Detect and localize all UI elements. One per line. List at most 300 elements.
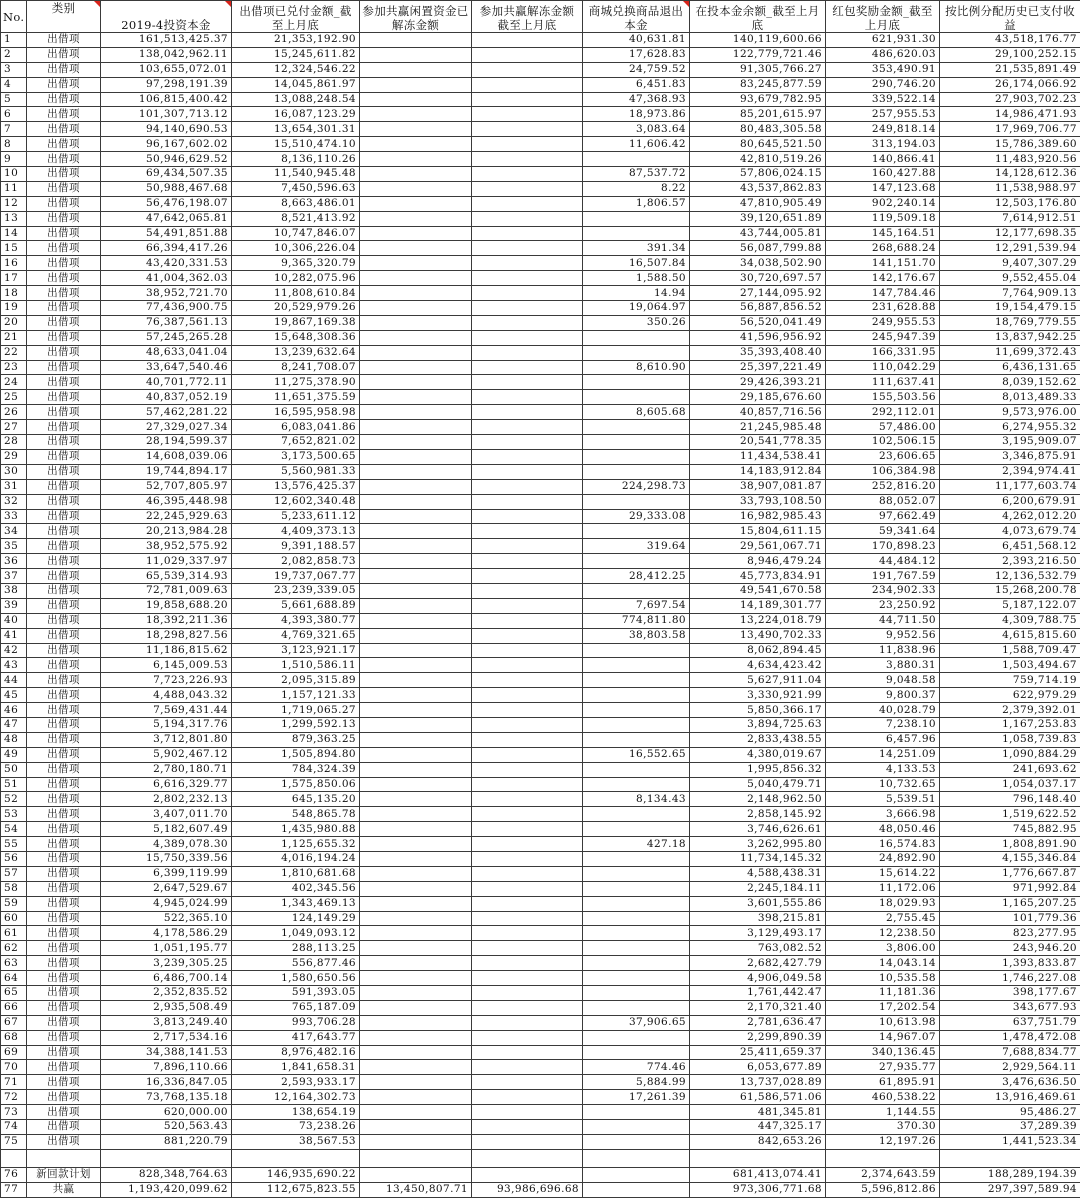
- cell-row-number[interactable]: 70: [1, 1060, 27, 1075]
- cell-red-packet[interactable]: 88,052.07: [826, 494, 940, 509]
- cell-row-number[interactable]: 34: [1, 524, 27, 539]
- cell-unfrozen-amount[interactable]: [472, 464, 583, 479]
- cell-red-packet[interactable]: 119,509.18: [826, 211, 940, 226]
- cell-mall-exchange[interactable]: 1,806.57: [583, 196, 690, 211]
- cell-paid-returns[interactable]: 12,291,539.94: [940, 241, 1080, 256]
- cell-row-number[interactable]: 43: [1, 658, 27, 673]
- cell-paid-returns[interactable]: 3,195,909.07: [940, 435, 1080, 450]
- cell-mall-exchange[interactable]: [583, 896, 690, 911]
- cell-paid-returns[interactable]: 7,614,912.51: [940, 211, 1080, 226]
- cell-red-packet[interactable]: 40,028.79: [826, 703, 940, 718]
- cell-paid-returns[interactable]: 971,992.84: [940, 881, 1080, 896]
- cell-idle-funds-unfrozen[interactable]: [360, 256, 472, 271]
- cell-row-number[interactable]: 12: [1, 196, 27, 211]
- cell-row-number[interactable]: 30: [1, 464, 27, 479]
- cell-red-packet[interactable]: 234,902.33: [826, 583, 940, 598]
- cell-red-packet[interactable]: 16,574.83: [826, 837, 940, 852]
- cell-investment-principal[interactable]: 54,491,851.88: [101, 226, 232, 241]
- cell-mall-exchange[interactable]: [583, 494, 690, 509]
- cell-mall-exchange[interactable]: 19,064.97: [583, 301, 690, 316]
- cell-investment-principal[interactable]: 3,712,801.80: [101, 732, 232, 747]
- cell-unfrozen-amount[interactable]: [472, 479, 583, 494]
- cell-paid-returns[interactable]: 243,946.20: [940, 941, 1080, 956]
- cell-paid-returns[interactable]: 101,779.36: [940, 911, 1080, 926]
- cell-investment-principal[interactable]: 50,988,467.68: [101, 181, 232, 196]
- cell-idle-funds-unfrozen[interactable]: [360, 926, 472, 941]
- cell-paid-returns[interactable]: 9,407,307.29: [940, 256, 1080, 271]
- cell-principal-balance[interactable]: 91,305,766.27: [690, 62, 826, 77]
- cell-paid-returns[interactable]: 26,174,066.92: [940, 77, 1080, 92]
- cell-unfrozen-amount[interactable]: [472, 688, 583, 703]
- cell-row-number[interactable]: 67: [1, 1015, 27, 1030]
- cell-idle-funds-unfrozen[interactable]: [360, 181, 472, 196]
- cell-principal-balance[interactable]: 398,215.81: [690, 911, 826, 926]
- cell-principal-balance[interactable]: 83,245,877.59: [690, 77, 826, 92]
- cell-principal-balance[interactable]: 80,645,521.50: [690, 137, 826, 152]
- cell-paid-returns[interactable]: 622,979.29: [940, 688, 1080, 703]
- cell-idle-funds-unfrozen[interactable]: [360, 1075, 472, 1090]
- cell-investment-principal[interactable]: 106,815,400.42: [101, 92, 232, 107]
- cell-paid-returns[interactable]: 745,882.95: [940, 822, 1080, 837]
- cell-category[interactable]: 出借项: [27, 598, 101, 613]
- cell-unfrozen-amount[interactable]: [472, 92, 583, 107]
- cell-investment-principal[interactable]: 40,837,052.19: [101, 390, 232, 405]
- cell-unfrozen-amount[interactable]: [472, 628, 583, 643]
- cell-red-packet[interactable]: 27,935.77: [826, 1060, 940, 1075]
- cell-paid-returns[interactable]: 1,090,884.29: [940, 747, 1080, 762]
- cell-mall-exchange[interactable]: [583, 330, 690, 345]
- cell-unfrozen-amount[interactable]: [472, 896, 583, 911]
- cell-investment-principal[interactable]: 14,608,039.06: [101, 449, 232, 464]
- cell-unfrozen-amount[interactable]: [472, 703, 583, 718]
- cell-red-packet[interactable]: 15,614.22: [826, 866, 940, 881]
- cell-category[interactable]: 出借项: [27, 420, 101, 435]
- cell-lending-paid[interactable]: 10,747,846.07: [232, 226, 360, 241]
- cell-paid-returns[interactable]: 14,128,612.36: [940, 167, 1080, 182]
- cell-principal-balance[interactable]: 61,586,571.06: [690, 1090, 826, 1105]
- cell-row-number[interactable]: 21: [1, 330, 27, 345]
- cell-row-number[interactable]: 65: [1, 986, 27, 1001]
- cell-investment-principal[interactable]: 5,902,467.12: [101, 747, 232, 762]
- cell-category[interactable]: 出借项: [27, 628, 101, 643]
- cell-idle-funds-unfrozen[interactable]: [360, 688, 472, 703]
- cell-category[interactable]: 出借项: [27, 583, 101, 598]
- cell-red-packet[interactable]: 4,133.53: [826, 762, 940, 777]
- cell-idle-funds-unfrozen[interactable]: [360, 405, 472, 420]
- cell-row-number[interactable]: 72: [1, 1090, 27, 1105]
- cell-principal-balance[interactable]: 4,380,019.67: [690, 747, 826, 762]
- cell-unfrozen-amount[interactable]: [472, 837, 583, 852]
- cell-lending-paid[interactable]: 14,045,861.97: [232, 77, 360, 92]
- cell-principal-balance[interactable]: 8,946,479.24: [690, 554, 826, 569]
- cell-category[interactable]: 出借项: [27, 762, 101, 777]
- cell-lending-paid[interactable]: 16,595,958.98: [232, 405, 360, 420]
- cell-idle-funds-unfrozen[interactable]: [360, 196, 472, 211]
- cell-mall-exchange[interactable]: [583, 807, 690, 822]
- cell-mall-exchange[interactable]: [583, 152, 690, 167]
- header-no[interactable]: No.: [1, 1, 27, 33]
- cell-principal-balance[interactable]: 34,038,502.90: [690, 256, 826, 271]
- cell-category[interactable]: 出借项: [27, 167, 101, 182]
- cell-category[interactable]: 出借项: [27, 971, 101, 986]
- cell-lending-paid[interactable]: 1,580,650.56: [232, 971, 360, 986]
- cell-paid-returns[interactable]: 398,177.67: [940, 986, 1080, 1001]
- cell-row-number[interactable]: 29: [1, 449, 27, 464]
- cell-idle-funds-unfrozen[interactable]: [360, 315, 472, 330]
- cell-category[interactable]: 出借项: [27, 330, 101, 345]
- empty-cell[interactable]: [27, 1149, 101, 1167]
- cell-principal-balance[interactable]: 15,804,611.15: [690, 524, 826, 539]
- cell-red-packet[interactable]: 7,238.10: [826, 717, 940, 732]
- cell-row-number[interactable]: 69: [1, 1045, 27, 1060]
- cell-principal-balance[interactable]: 39,120,651.89: [690, 211, 826, 226]
- cell-row-number[interactable]: 53: [1, 807, 27, 822]
- cell-red-packet[interactable]: 2,755.45: [826, 911, 940, 926]
- empty-cell[interactable]: [101, 1149, 232, 1167]
- cell-idle-funds-unfrozen[interactable]: [360, 896, 472, 911]
- cell-lending-paid[interactable]: 13,654,301.31: [232, 122, 360, 137]
- cell-unfrozen-amount[interactable]: [472, 301, 583, 316]
- cell-unfrozen-amount[interactable]: [472, 1120, 583, 1135]
- cell-idle-funds-unfrozen[interactable]: [360, 449, 472, 464]
- cell-category[interactable]: 出借项: [27, 464, 101, 479]
- cell-paid-returns[interactable]: 343,677.93: [940, 1000, 1080, 1015]
- cell-unfrozen-amount[interactable]: [472, 449, 583, 464]
- cell-mall-exchange[interactable]: 8,134.43: [583, 792, 690, 807]
- cell-unfrozen-amount[interactable]: [472, 732, 583, 747]
- header-mall-exchange[interactable]: 商城兑换商品退出本金: [583, 1, 690, 33]
- cell-mall-exchange[interactable]: [583, 866, 690, 881]
- cell-principal-balance[interactable]: 481,345.81: [690, 1105, 826, 1120]
- empty-cell[interactable]: [690, 1149, 826, 1167]
- cell-unfrozen-amount[interactable]: [472, 420, 583, 435]
- cell-category[interactable]: 出借项: [27, 673, 101, 688]
- cell-red-packet[interactable]: 14,251.09: [826, 747, 940, 762]
- cell-unfrozen-amount[interactable]: [472, 390, 583, 405]
- cell-paid-returns[interactable]: 4,615,815.60: [940, 628, 1080, 643]
- cell-investment-principal[interactable]: 72,781,009.63: [101, 583, 232, 598]
- cell-red-packet[interactable]: 142,176.67: [826, 271, 940, 286]
- cell-red-packet[interactable]: 6,457.96: [826, 732, 940, 747]
- cell-mall-exchange[interactable]: 29,333.08: [583, 509, 690, 524]
- cell-principal-balance[interactable]: 1,995,856.32: [690, 762, 826, 777]
- cell-unfrozen-amount[interactable]: [472, 360, 583, 375]
- cell-red-packet[interactable]: 14,967.07: [826, 1030, 940, 1045]
- cell-investment-principal[interactable]: 56,476,198.07: [101, 196, 232, 211]
- cell-principal-balance[interactable]: 25,397,221.49: [690, 360, 826, 375]
- cell-principal-balance[interactable]: 42,810,519.26: [690, 152, 826, 167]
- cell-unfrozen-amount[interactable]: [472, 211, 583, 226]
- cell-lending-paid[interactable]: 7,652,821.02: [232, 435, 360, 450]
- cell-investment-principal[interactable]: 881,220.79: [101, 1134, 232, 1149]
- cell-idle-funds-unfrozen[interactable]: [360, 479, 472, 494]
- cell-paid-returns[interactable]: 8,039,152.62: [940, 375, 1080, 390]
- cell-investment-principal[interactable]: 2,352,835.52: [101, 986, 232, 1001]
- cell-investment-principal[interactable]: 22,245,929.63: [101, 509, 232, 524]
- cell-mall-exchange[interactable]: [583, 1030, 690, 1045]
- cell-red-packet[interactable]: 3,880.31: [826, 658, 940, 673]
- cell-lending-paid[interactable]: 1,841,658.31: [232, 1060, 360, 1075]
- cell-mall-exchange[interactable]: [583, 435, 690, 450]
- cell-mall-exchange[interactable]: 16,507.84: [583, 256, 690, 271]
- cell-mall-exchange[interactable]: 224,298.73: [583, 479, 690, 494]
- cell-paid-returns[interactable]: 19,154,479.15: [940, 301, 1080, 316]
- cell-unfrozen-amount[interactable]: [472, 1105, 583, 1120]
- cell-principal-balance[interactable]: 2,148,962.50: [690, 792, 826, 807]
- cell-idle-funds-unfrozen[interactable]: [360, 241, 472, 256]
- cell-red-packet[interactable]: 3,806.00: [826, 941, 940, 956]
- cell-investment-principal[interactable]: 6,399,119.99: [101, 866, 232, 881]
- cell-unfrozen-amount[interactable]: [472, 911, 583, 926]
- cell-row-number[interactable]: 63: [1, 956, 27, 971]
- cell-lending-paid[interactable]: 15,245,611.82: [232, 47, 360, 62]
- cell-category[interactable]: 出借项: [27, 1015, 101, 1030]
- cell-unfrozen-amount[interactable]: [472, 271, 583, 286]
- cell-unfrozen-amount[interactable]: [472, 569, 583, 584]
- cell-idle-funds-unfrozen[interactable]: [360, 911, 472, 926]
- cell-investment-principal[interactable]: 47,642,065.81: [101, 211, 232, 226]
- empty-cell[interactable]: [583, 1149, 690, 1167]
- cell-mall-exchange[interactable]: [583, 1120, 690, 1135]
- cell-red-packet[interactable]: 141,151.70: [826, 256, 940, 271]
- cell-category[interactable]: 出借项: [27, 926, 101, 941]
- cell-idle-funds-unfrozen[interactable]: [360, 47, 472, 62]
- cell-red-packet[interactable]: 2,374,643.59: [826, 1167, 940, 1182]
- cell-paid-returns[interactable]: 4,309,788.75: [940, 613, 1080, 628]
- cell-category[interactable]: 出借项: [27, 1105, 101, 1120]
- cell-row-number[interactable]: 11: [1, 181, 27, 196]
- cell-red-packet[interactable]: 97,662.49: [826, 509, 940, 524]
- cell-row-number[interactable]: 22: [1, 345, 27, 360]
- cell-principal-balance[interactable]: 11,434,538.41: [690, 449, 826, 464]
- cell-investment-principal[interactable]: 520,563.43: [101, 1120, 232, 1135]
- cell-unfrozen-amount[interactable]: [472, 717, 583, 732]
- cell-unfrozen-amount[interactable]: [472, 494, 583, 509]
- cell-row-number[interactable]: 73: [1, 1105, 27, 1120]
- cell-row-number[interactable]: 41: [1, 628, 27, 643]
- cell-red-packet[interactable]: 370.30: [826, 1120, 940, 1135]
- cell-mall-exchange[interactable]: [583, 1000, 690, 1015]
- cell-mall-exchange[interactable]: [583, 851, 690, 866]
- cell-category[interactable]: 出借项: [27, 360, 101, 375]
- cell-category[interactable]: 出借项: [27, 271, 101, 286]
- cell-mall-exchange[interactable]: [583, 449, 690, 464]
- cell-investment-principal[interactable]: 94,140,690.53: [101, 122, 232, 137]
- cell-investment-principal[interactable]: 4,389,078.30: [101, 837, 232, 852]
- cell-lending-paid[interactable]: 1,049,093.12: [232, 926, 360, 941]
- cell-investment-principal[interactable]: 2,802,232.13: [101, 792, 232, 807]
- cell-idle-funds-unfrozen[interactable]: [360, 92, 472, 107]
- cell-unfrozen-amount[interactable]: [472, 330, 583, 345]
- cell-principal-balance[interactable]: 45,773,834.91: [690, 569, 826, 584]
- cell-mall-exchange[interactable]: [583, 956, 690, 971]
- cell-red-packet[interactable]: 145,164.51: [826, 226, 940, 241]
- cell-principal-balance[interactable]: 681,413,074.41: [690, 1167, 826, 1182]
- cell-lending-paid[interactable]: 556,877.46: [232, 956, 360, 971]
- cell-lending-paid[interactable]: 9,365,320.79: [232, 256, 360, 271]
- cell-row-number[interactable]: 17: [1, 271, 27, 286]
- cell-investment-principal[interactable]: 76,387,561.13: [101, 315, 232, 330]
- empty-cell[interactable]: [360, 1149, 472, 1167]
- cell-row-number[interactable]: 3: [1, 62, 27, 77]
- cell-idle-funds-unfrozen[interactable]: [360, 956, 472, 971]
- cell-category[interactable]: 出借项: [27, 1045, 101, 1060]
- cell-row-number[interactable]: 49: [1, 747, 27, 762]
- cell-category[interactable]: 出借项: [27, 211, 101, 226]
- cell-lending-paid[interactable]: 879,363.25: [232, 732, 360, 747]
- empty-cell[interactable]: [940, 1149, 1080, 1167]
- cell-lending-paid[interactable]: 784,324.39: [232, 762, 360, 777]
- cell-idle-funds-unfrozen[interactable]: [360, 569, 472, 584]
- cell-idle-funds-unfrozen[interactable]: [360, 360, 472, 375]
- cell-investment-principal[interactable]: 7,723,226.93: [101, 673, 232, 688]
- cell-unfrozen-amount[interactable]: [472, 583, 583, 598]
- cell-red-packet[interactable]: 460,538.22: [826, 1090, 940, 1105]
- cell-principal-balance[interactable]: 29,561,067.71: [690, 539, 826, 554]
- cell-paid-returns[interactable]: 6,200,679.91: [940, 494, 1080, 509]
- cell-lending-paid[interactable]: 16,087,123.29: [232, 107, 360, 122]
- cell-investment-principal[interactable]: 96,167,602.02: [101, 137, 232, 152]
- cell-category[interactable]: 出借项: [27, 837, 101, 852]
- cell-red-packet[interactable]: 339,522.14: [826, 92, 940, 107]
- cell-principal-balance[interactable]: 2,833,438.55: [690, 732, 826, 747]
- cell-paid-returns[interactable]: 14,986,471.93: [940, 107, 1080, 122]
- cell-row-number[interactable]: 35: [1, 539, 27, 554]
- cell-investment-principal[interactable]: 48,633,041.04: [101, 345, 232, 360]
- cell-red-packet[interactable]: 111,637.41: [826, 375, 940, 390]
- cell-idle-funds-unfrozen[interactable]: [360, 137, 472, 152]
- cell-unfrozen-amount[interactable]: [472, 1015, 583, 1030]
- cell-paid-returns[interactable]: 95,486.27: [940, 1105, 1080, 1120]
- cell-idle-funds-unfrozen[interactable]: [360, 598, 472, 613]
- cell-lending-paid[interactable]: 11,275,378.90: [232, 375, 360, 390]
- cell-row-number[interactable]: 18: [1, 286, 27, 301]
- cell-category[interactable]: 出借项: [27, 315, 101, 330]
- cell-lending-paid[interactable]: 402,345.56: [232, 881, 360, 896]
- cell-unfrozen-amount[interactable]: [472, 405, 583, 420]
- cell-principal-balance[interactable]: 4,906,049.58: [690, 971, 826, 986]
- cell-idle-funds-unfrozen[interactable]: [360, 330, 472, 345]
- cell-investment-principal[interactable]: 828,348,764.63: [101, 1167, 232, 1182]
- cell-idle-funds-unfrozen[interactable]: [360, 1030, 472, 1045]
- cell-unfrozen-amount[interactable]: [472, 181, 583, 196]
- cell-investment-principal[interactable]: 19,858,688.20: [101, 598, 232, 613]
- cell-lending-paid[interactable]: 1,299,592.13: [232, 717, 360, 732]
- cell-investment-principal[interactable]: 43,420,331.53: [101, 256, 232, 271]
- cell-category[interactable]: 出借项: [27, 941, 101, 956]
- cell-unfrozen-amount[interactable]: [472, 613, 583, 628]
- cell-unfrozen-amount[interactable]: [472, 167, 583, 182]
- cell-red-packet[interactable]: 160,427.88: [826, 167, 940, 182]
- cell-idle-funds-unfrozen[interactable]: [360, 658, 472, 673]
- cell-principal-balance[interactable]: 57,806,024.15: [690, 167, 826, 182]
- cell-category[interactable]: 出借项: [27, 137, 101, 152]
- header-principal-balance[interactable]: 在投本金余额_截至上月底: [690, 1, 826, 33]
- cell-red-packet[interactable]: 313,194.03: [826, 137, 940, 152]
- cell-idle-funds-unfrozen[interactable]: [360, 971, 472, 986]
- cell-principal-balance[interactable]: 85,201,615.97: [690, 107, 826, 122]
- cell-paid-returns[interactable]: 1,058,739.83: [940, 732, 1080, 747]
- cell-investment-principal[interactable]: 11,029,337.97: [101, 554, 232, 569]
- cell-red-packet[interactable]: 61,895.91: [826, 1075, 940, 1090]
- cell-row-number[interactable]: 32: [1, 494, 27, 509]
- cell-red-packet[interactable]: 23,250.92: [826, 598, 940, 613]
- cell-row-number[interactable]: 56: [1, 851, 27, 866]
- cell-unfrozen-amount[interactable]: [472, 1134, 583, 1149]
- cell-category[interactable]: 出借项: [27, 181, 101, 196]
- cell-red-packet[interactable]: 621,931.30: [826, 33, 940, 48]
- cell-mall-exchange[interactable]: 11,606.42: [583, 137, 690, 152]
- cell-mall-exchange[interactable]: [583, 703, 690, 718]
- cell-row-number[interactable]: 5: [1, 92, 27, 107]
- cell-unfrozen-amount[interactable]: [472, 315, 583, 330]
- cell-idle-funds-unfrozen[interactable]: [360, 77, 472, 92]
- cell-principal-balance[interactable]: 763,082.52: [690, 941, 826, 956]
- cell-lending-paid[interactable]: 11,651,375.59: [232, 390, 360, 405]
- cell-red-packet[interactable]: 486,620.03: [826, 47, 940, 62]
- cell-row-number[interactable]: 51: [1, 777, 27, 792]
- cell-category[interactable]: 出借项: [27, 390, 101, 405]
- cell-unfrozen-amount[interactable]: [472, 196, 583, 211]
- cell-mall-exchange[interactable]: [583, 777, 690, 792]
- cell-red-packet[interactable]: 166,331.95: [826, 345, 940, 360]
- cell-unfrozen-amount[interactable]: [472, 47, 583, 62]
- cell-lending-paid[interactable]: 1,510,586.11: [232, 658, 360, 673]
- cell-mall-exchange[interactable]: 391.34: [583, 241, 690, 256]
- cell-red-packet[interactable]: 102,506.15: [826, 435, 940, 450]
- cell-principal-balance[interactable]: 56,887,856.52: [690, 301, 826, 316]
- cell-lending-paid[interactable]: 765,187.09: [232, 1000, 360, 1015]
- cell-idle-funds-unfrozen[interactable]: [360, 613, 472, 628]
- cell-category[interactable]: 出借项: [27, 524, 101, 539]
- cell-lending-paid[interactable]: 1,505,894.80: [232, 747, 360, 762]
- cell-paid-returns[interactable]: 2,379,392.01: [940, 703, 1080, 718]
- cell-idle-funds-unfrozen[interactable]: [360, 941, 472, 956]
- cell-investment-principal[interactable]: 103,655,072.01: [101, 62, 232, 77]
- cell-principal-balance[interactable]: 33,793,108.50: [690, 494, 826, 509]
- cell-principal-balance[interactable]: 6,053,677.89: [690, 1060, 826, 1075]
- cell-red-packet[interactable]: 11,181.36: [826, 986, 940, 1001]
- cell-row-number[interactable]: 25: [1, 390, 27, 405]
- cell-row-number[interactable]: 1: [1, 33, 27, 48]
- cell-lending-paid[interactable]: 13,088,248.54: [232, 92, 360, 107]
- cell-investment-principal[interactable]: 34,388,141.53: [101, 1045, 232, 1060]
- cell-principal-balance[interactable]: 21,245,985.48: [690, 420, 826, 435]
- cell-category[interactable]: 出借项: [27, 643, 101, 658]
- cell-mall-exchange[interactable]: 3,083.64: [583, 122, 690, 137]
- cell-principal-balance[interactable]: 13,737,028.89: [690, 1075, 826, 1090]
- cell-idle-funds-unfrozen[interactable]: [360, 167, 472, 182]
- cell-paid-returns[interactable]: 7,688,834.77: [940, 1045, 1080, 1060]
- cell-paid-returns[interactable]: 637,751.79: [940, 1015, 1080, 1030]
- cell-idle-funds-unfrozen[interactable]: [360, 583, 472, 598]
- cell-category[interactable]: 出借项: [27, 807, 101, 822]
- cell-category[interactable]: 出借项: [27, 613, 101, 628]
- cell-lending-paid[interactable]: 3,173,500.65: [232, 449, 360, 464]
- cell-mall-exchange[interactable]: 24,759.52: [583, 62, 690, 77]
- cell-idle-funds-unfrozen[interactable]: [360, 390, 472, 405]
- cell-paid-returns[interactable]: 12,177,698.35: [940, 226, 1080, 241]
- cell-paid-returns[interactable]: 13,916,469.61: [940, 1090, 1080, 1105]
- cell-principal-balance[interactable]: 93,679,782.95: [690, 92, 826, 107]
- cell-paid-returns[interactable]: 1,808,891.90: [940, 837, 1080, 852]
- cell-red-packet[interactable]: 292,112.01: [826, 405, 940, 420]
- cell-principal-balance[interactable]: 122,779,721.46: [690, 47, 826, 62]
- cell-unfrozen-amount[interactable]: [472, 137, 583, 152]
- cell-idle-funds-unfrozen[interactable]: [360, 792, 472, 807]
- cell-row-number[interactable]: 54: [1, 822, 27, 837]
- cell-mall-exchange[interactable]: 319.64: [583, 539, 690, 554]
